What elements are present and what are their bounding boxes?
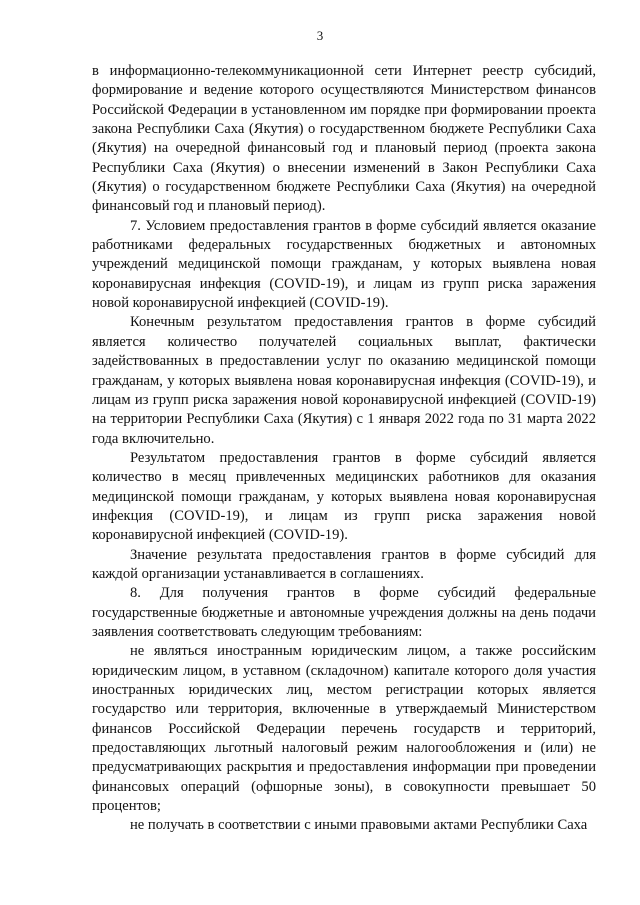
- document-body: [92, 62, 596, 836]
- page-number: 3: [316, 28, 324, 43]
- paragraph-result-value: Значение результата предоставления грантов в форме субсидий для каждой организации устанавливается в соглашениях.: [92, 546, 596, 582]
- paragraph-clause-7-condition: 7. Условием предоставления грантов в форме субсидий является оказание работниками федеральных государственных бюджетных и автономных учреждений медицинской помощи гражданам, у которых выявлена новая коронавирусная инфекция (COVID-19), и лицам из групп риска заражения новой коронавирусной инфекцией (COVID-19).: [92, 217, 596, 312]
- paragraph-requirement-foreign-entity: не являться иностранным юридическим лицом, а также российским юридическим лицом, в уставном (складочном) капитале которого доля участия иностранных юридических лиц, местом регистрации которых является государство или территория, включенные в утверждаемый Министерством финансов Российской Федерации перечень государств и территорий, предоставляющих льготный налоговый режим налогообложения и (или) не предусматривающих раскрытия и предоставления информации при проведении финансовых операций (офшорные зоны), в совокупности превышает 50 процентов;: [92, 643, 596, 815]
- paragraph-result: Результатом предоставления грантов в форме субсидий является количество в месяц привлеченных медицинских работников для оказания медицинской помощи гражданам, у которых выявлена новая коронавирусная инфекция (COVID-19), и лицам из групп риска заражения новой коронавирусной инфекцией (COVID-19).: [92, 449, 596, 544]
- paragraph-requirement-other-acts: не получать в соответствии с иными правовыми актами Республики Саха: [130, 817, 588, 834]
- paragraph-clause-8-requirements: 8. Для получения грантов в форме субсидий федеральные государственные бюджетные и автономные учреждения должны на день подачи заявления соответствовать следующим требованиям:: [92, 585, 596, 640]
- paragraph-registry-continuation: в информационно-телекоммуникационной сети Интернет реестр субсидий, формирование и ведение которого осуществляются Министерством финансов Российской Федерации в установленном им порядке при формировании проекта закона Республики Саха (Якутия) о государственном бюджете Республики Саха (Якутия) на очередной финансовый год и плановый период (проекта закона Республики Саха (Якутия) о внесении изменений в Закон Республики Саха (Якутия) о государственном бюджете Республики Саха (Якутия) на очередной финансовый год и плановый период).: [92, 63, 596, 215]
- paragraph-final-result: Конечным результатом предоставления грантов в форме субсидий является количество получателей социальных выплат, фактически задействованных в предоставлении услуг по оказанию медицинской помощи гражданам, у которых выявлена новая коронавирусная инфекция (COVID-19), и лицам из групп риска заражения новой коронавирусной инфекцией (COVID-19) на территории Республики Саха (Якутия) с 1 января 2022 года по 31 марта 2022 года включительно.: [92, 314, 596, 447]
